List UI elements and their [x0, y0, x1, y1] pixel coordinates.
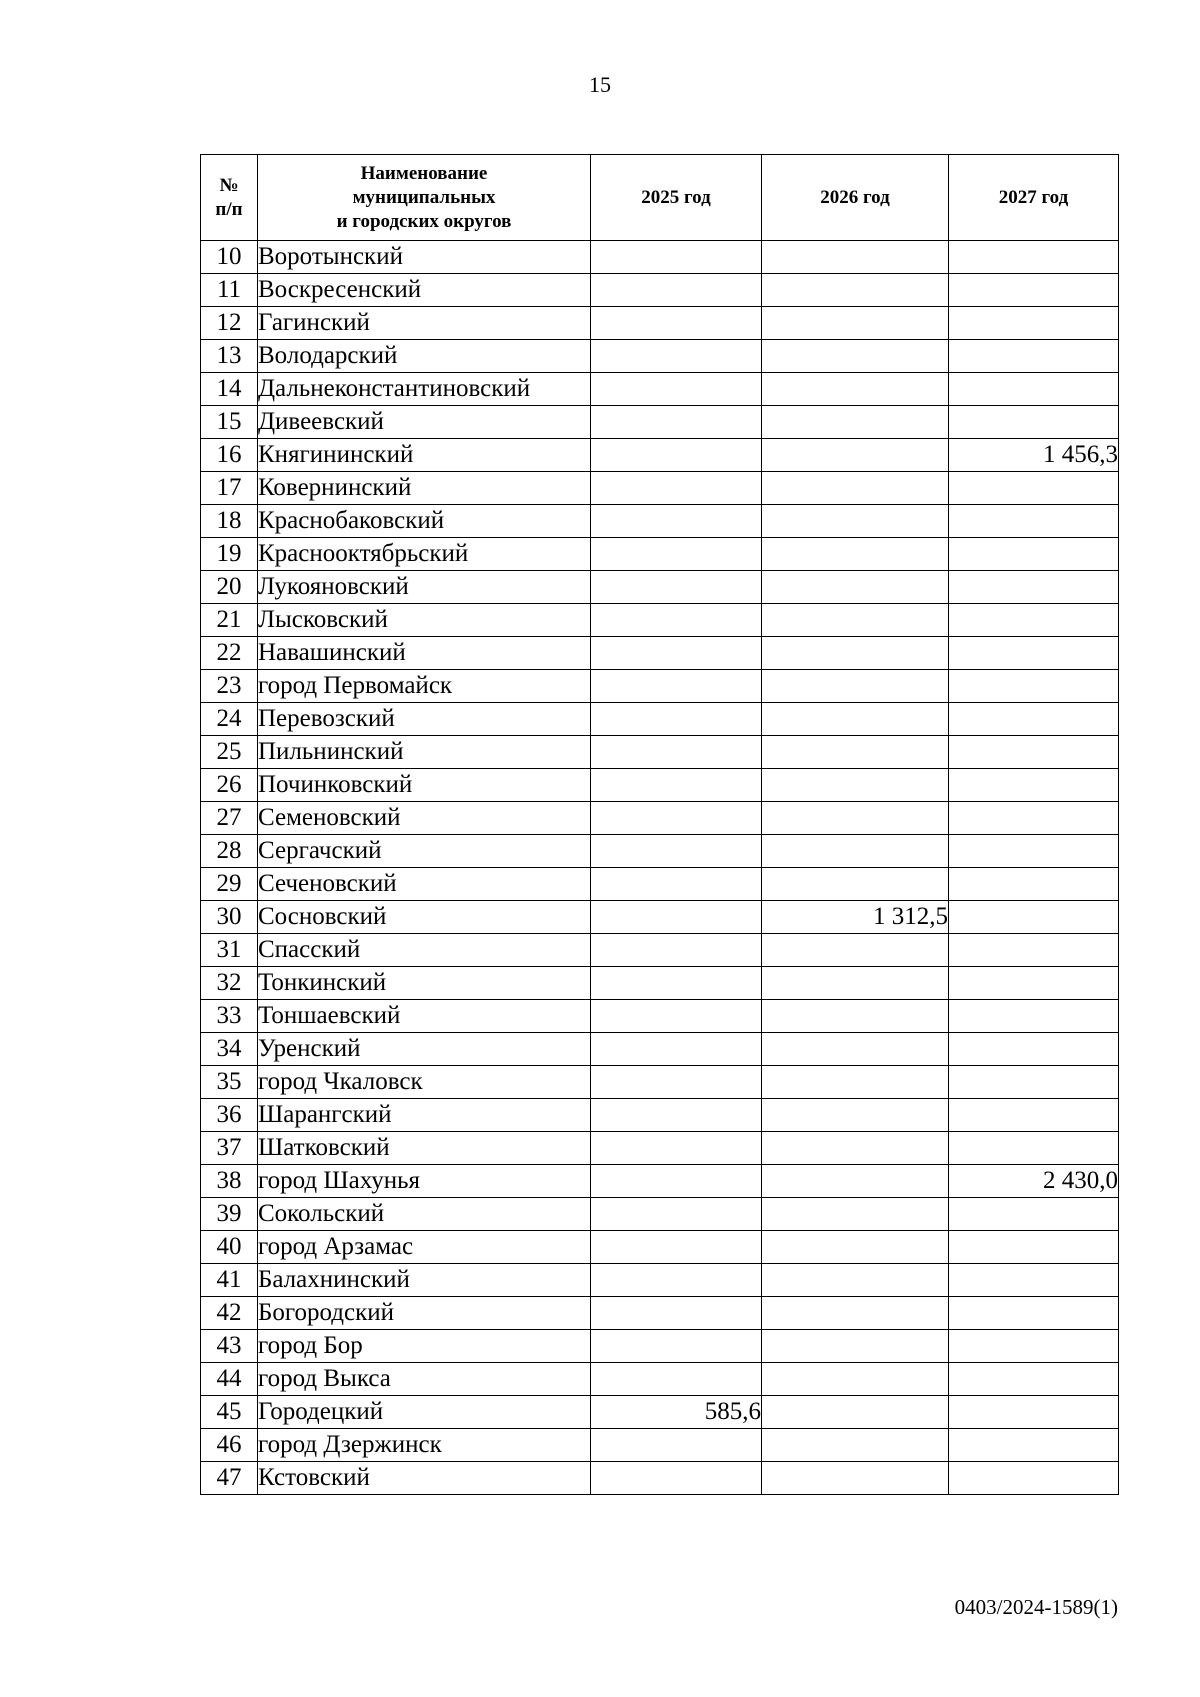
municipality-name: Тоншаевский: [258, 1000, 591, 1033]
value-2027: 2 430,0: [949, 1165, 1119, 1198]
value-2025: [591, 1132, 762, 1165]
value-2025: [591, 967, 762, 1000]
value-2025: [591, 1099, 762, 1132]
value-2026: [762, 670, 949, 703]
value-2025: [591, 241, 762, 274]
value-2025: [591, 901, 762, 934]
value-2027: [949, 505, 1119, 538]
value-2027: [949, 373, 1119, 406]
value-2026: [762, 274, 949, 307]
municipality-name: Пильнинский: [258, 736, 591, 769]
value-2025: [591, 340, 762, 373]
municipality-name: Спасский: [258, 934, 591, 967]
row-number: 19: [201, 538, 258, 571]
value-2027: 1 456,3: [949, 439, 1119, 472]
value-2025: [591, 538, 762, 571]
row-number: 12: [201, 307, 258, 340]
table-row: [201, 967, 1119, 1000]
value-2025: [591, 934, 762, 967]
value-2027: [949, 868, 1119, 901]
value-2027: [949, 1099, 1119, 1132]
value-2026: [762, 835, 949, 868]
value-2026: [762, 934, 949, 967]
value-2026: [762, 406, 949, 439]
municipality-name: Тонкинский: [258, 967, 591, 1000]
table-row: [201, 505, 1119, 538]
table-row: [201, 1330, 1119, 1363]
municipality-name: Лысковский: [258, 604, 591, 637]
municipality-name: город Шахунья: [258, 1165, 591, 1198]
table-row: [201, 1396, 1119, 1429]
value-2025: [591, 472, 762, 505]
municipality-name: Дивеевский: [258, 406, 591, 439]
row-number: 45: [201, 1396, 258, 1429]
value-2026: [762, 340, 949, 373]
municipality-name: Гагинский: [258, 307, 591, 340]
header-num: № п/п: [201, 155, 258, 241]
value-2027: [949, 340, 1119, 373]
value-2025: [591, 1330, 762, 1363]
municipality-name: Сеченовский: [258, 868, 591, 901]
row-number: 28: [201, 835, 258, 868]
table-row: [201, 1066, 1119, 1099]
municipality-name: город Первомайск: [258, 670, 591, 703]
table-row: [201, 1000, 1119, 1033]
row-number: 17: [201, 472, 258, 505]
value-2027: [949, 1132, 1119, 1165]
value-2027: [949, 1033, 1119, 1066]
row-number: 46: [201, 1429, 258, 1462]
row-number: 33: [201, 1000, 258, 1033]
table-row: [201, 637, 1119, 670]
table-body: [201, 241, 1119, 1495]
value-2026: [762, 736, 949, 769]
municipality-name: Краснооктябрьский: [258, 538, 591, 571]
table-row: [201, 472, 1119, 505]
table-row: [201, 1165, 1119, 1198]
row-number: 39: [201, 1198, 258, 1231]
value-2025: [591, 1363, 762, 1396]
value-2025: [591, 439, 762, 472]
value-2025: [591, 703, 762, 736]
municipality-name: Володарский: [258, 340, 591, 373]
row-number: 11: [201, 274, 258, 307]
table-row: [201, 1462, 1119, 1495]
value-2027: [949, 670, 1119, 703]
value-2025: [591, 1165, 762, 1198]
row-number: 34: [201, 1033, 258, 1066]
value-2025: [591, 1462, 762, 1495]
value-2027: [949, 703, 1119, 736]
value-2027: [949, 769, 1119, 802]
value-2025: [591, 1033, 762, 1066]
value-2026: [762, 1033, 949, 1066]
municipality-name: город Арзамас: [258, 1231, 591, 1264]
value-2025: [591, 835, 762, 868]
value-2027: [949, 835, 1119, 868]
municipality-name: Сергачский: [258, 835, 591, 868]
municipality-name: город Дзержинск: [258, 1429, 591, 1462]
table-row: [201, 802, 1119, 835]
municipality-name: Воскресенский: [258, 274, 591, 307]
value-2026: [762, 1231, 949, 1264]
table-row: [201, 340, 1119, 373]
municipality-name: Уренский: [258, 1033, 591, 1066]
table-row: [201, 868, 1119, 901]
row-number: 36: [201, 1099, 258, 1132]
value-2025: [591, 868, 762, 901]
value-2026: [762, 571, 949, 604]
municipality-name: Лукояновский: [258, 571, 591, 604]
row-number: 16: [201, 439, 258, 472]
row-number: 30: [201, 901, 258, 934]
row-number: 41: [201, 1264, 258, 1297]
value-2025: [591, 406, 762, 439]
row-number: 21: [201, 604, 258, 637]
table-header-row: [201, 155, 1119, 241]
allocation-table: [200, 154, 1119, 1495]
table-row: [201, 406, 1119, 439]
value-2027: [949, 736, 1119, 769]
value-2025: [591, 307, 762, 340]
table-row: [201, 1429, 1119, 1462]
value-2027: [949, 637, 1119, 670]
table-row: [201, 1132, 1119, 1165]
row-number: 27: [201, 802, 258, 835]
table-row: [201, 1198, 1119, 1231]
table-row: [201, 736, 1119, 769]
value-2025: [591, 571, 762, 604]
municipality-name: город Выкса: [258, 1363, 591, 1396]
header-2026: 2026 год: [762, 155, 949, 241]
row-number: 13: [201, 340, 258, 373]
value-2025: [591, 670, 762, 703]
table-row: [201, 1264, 1119, 1297]
municipality-name: Сосновский: [258, 901, 591, 934]
value-2025: [591, 802, 762, 835]
value-2027: [949, 538, 1119, 571]
row-number: 29: [201, 868, 258, 901]
row-number: 44: [201, 1363, 258, 1396]
value-2026: [762, 472, 949, 505]
municipality-name: город Чкаловск: [258, 1066, 591, 1099]
row-number: 32: [201, 967, 258, 1000]
table-row: [201, 1363, 1119, 1396]
table-row: [201, 1033, 1119, 1066]
value-2026: [762, 1363, 949, 1396]
value-2027: [949, 967, 1119, 1000]
value-2026: [762, 538, 949, 571]
municipality-name: Балахнинский: [258, 1264, 591, 1297]
row-number: 37: [201, 1132, 258, 1165]
table-row: [201, 901, 1119, 934]
value-2027: [949, 274, 1119, 307]
row-number: 22: [201, 637, 258, 670]
value-2026: [762, 1396, 949, 1429]
value-2027: [949, 571, 1119, 604]
row-number: 40: [201, 1231, 258, 1264]
row-number: 14: [201, 373, 258, 406]
value-2027: [949, 934, 1119, 967]
value-2026: [762, 439, 949, 472]
value-2025: [591, 1429, 762, 1462]
value-2026: [762, 1066, 949, 1099]
value-2025: [591, 769, 762, 802]
page-number: 15: [589, 72, 611, 97]
value-2026: [762, 637, 949, 670]
value-2027: [949, 1363, 1119, 1396]
row-number: 38: [201, 1165, 258, 1198]
value-2027: [949, 307, 1119, 340]
municipality-name: Городецкий: [258, 1396, 591, 1429]
table-row: [201, 769, 1119, 802]
value-2026: [762, 1330, 949, 1363]
municipality-name: Княгининский: [258, 439, 591, 472]
value-2027: [949, 604, 1119, 637]
value-2025: [591, 604, 762, 637]
header-2025: 2025 год: [591, 155, 762, 241]
value-2025: [591, 736, 762, 769]
table-row: [201, 934, 1119, 967]
table-row: [201, 274, 1119, 307]
row-number: 42: [201, 1297, 258, 1330]
municipality-name: Сокольский: [258, 1198, 591, 1231]
row-number: 15: [201, 406, 258, 439]
value-2025: [591, 274, 762, 307]
value-2027: [949, 1396, 1119, 1429]
row-number: 18: [201, 505, 258, 538]
value-2025: [591, 1000, 762, 1033]
municipality-name: Дальнеконстантиновский: [258, 373, 591, 406]
value-2027: [949, 1000, 1119, 1033]
table-row: [201, 538, 1119, 571]
table-row: [201, 571, 1119, 604]
municipality-name: Семеновский: [258, 802, 591, 835]
value-2026: [762, 1132, 949, 1165]
table-row: [201, 1231, 1119, 1264]
value-2026: [762, 1264, 949, 1297]
row-number: 24: [201, 703, 258, 736]
table-row: [201, 439, 1119, 472]
municipality-name: Краснобаковский: [258, 505, 591, 538]
value-2025: [591, 1297, 762, 1330]
municipality-name: Богородский: [258, 1297, 591, 1330]
value-2026: [762, 604, 949, 637]
value-2026: [762, 1000, 949, 1033]
table-row: [201, 241, 1119, 274]
value-2027: [949, 472, 1119, 505]
table-row: [201, 373, 1119, 406]
value-2027: [949, 1330, 1119, 1363]
value-2027: [949, 1198, 1119, 1231]
value-2026: [762, 967, 949, 1000]
value-2027: [949, 1429, 1119, 1462]
value-2026: [762, 1099, 949, 1132]
value-2026: [762, 505, 949, 538]
value-2027: [949, 241, 1119, 274]
value-2026: [762, 1198, 949, 1231]
value-2026: [762, 241, 949, 274]
table-row: [201, 670, 1119, 703]
row-number: 20: [201, 571, 258, 604]
table-row: [201, 604, 1119, 637]
value-2026: [762, 769, 949, 802]
value-2025: [591, 1066, 762, 1099]
value-2026: [762, 1165, 949, 1198]
row-number: 10: [201, 241, 258, 274]
table-row: [201, 1297, 1119, 1330]
value-2026: [762, 1429, 949, 1462]
value-2025: [591, 637, 762, 670]
document-code: 0403/2024-1589(1): [954, 1595, 1118, 1619]
value-2027: [949, 1231, 1119, 1264]
value-2026: [762, 307, 949, 340]
row-number: 35: [201, 1066, 258, 1099]
value-2025: [591, 373, 762, 406]
value-2027: [949, 901, 1119, 934]
municipality-name: Шатковский: [258, 1132, 591, 1165]
municipality-name: город Бор: [258, 1330, 591, 1363]
municipality-name: Кстовский: [258, 1462, 591, 1495]
value-2025: [591, 1198, 762, 1231]
value-2026: [762, 1297, 949, 1330]
row-number: 25: [201, 736, 258, 769]
value-2025: [591, 1231, 762, 1264]
municipality-name: Воротынский: [258, 241, 591, 274]
value-2026: [762, 1462, 949, 1495]
row-number: 26: [201, 769, 258, 802]
municipality-name: Починковский: [258, 769, 591, 802]
value-2025: 585,6: [591, 1396, 762, 1429]
value-2025: [591, 1264, 762, 1297]
value-2026: [762, 868, 949, 901]
table-row: [201, 835, 1119, 868]
header-name: Наименование муниципальных и городских округов: [258, 155, 591, 241]
table-row: [201, 703, 1119, 736]
value-2026: [762, 373, 949, 406]
row-number: 31: [201, 934, 258, 967]
table-row: [201, 1099, 1119, 1132]
value-2027: [949, 1264, 1119, 1297]
table-row: [201, 307, 1119, 340]
header-2027: 2027 год: [949, 155, 1119, 241]
row-number: 47: [201, 1462, 258, 1495]
municipality-name: Навашинский: [258, 637, 591, 670]
value-2027: [949, 1297, 1119, 1330]
municipality-name: Перевозский: [258, 703, 591, 736]
value-2027: [949, 1066, 1119, 1099]
municipality-name: Шарангский: [258, 1099, 591, 1132]
row-number: 43: [201, 1330, 258, 1363]
value-2027: [949, 1462, 1119, 1495]
value-2025: [591, 505, 762, 538]
municipality-name: Ковернинский: [258, 472, 591, 505]
value-2026: [762, 802, 949, 835]
value-2027: [949, 406, 1119, 439]
value-2026: [762, 703, 949, 736]
value-2026: 1 312,5: [762, 901, 949, 934]
row-number: 23: [201, 670, 258, 703]
value-2027: [949, 802, 1119, 835]
